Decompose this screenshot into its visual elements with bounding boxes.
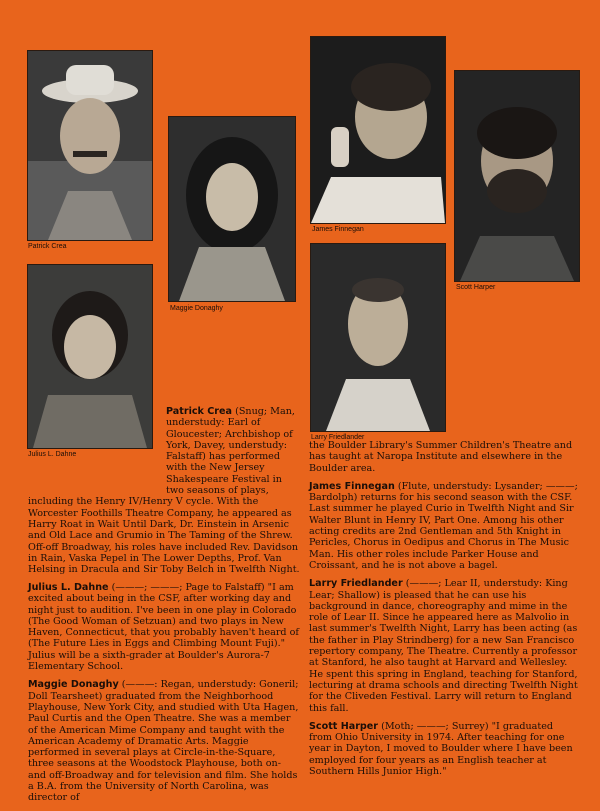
photo-maggie-donaghy [168, 116, 296, 302]
bio-name-scott: Scott Harper [309, 720, 379, 732]
caption-maggie-donaghy: Maggie Donaghy [170, 305, 223, 312]
bio-maggie-donaghy [28, 679, 300, 803]
caption-scott-harper: Scott Harper [456, 284, 496, 291]
bio-name-maggie: Maggie Donaghy [28, 679, 119, 691]
photo-patrick-crea [27, 50, 153, 241]
bio-name-larry: Larry Friedlander [309, 578, 403, 590]
bio-name-james: James Finnegan [309, 480, 395, 492]
bio-name-julius: Julius L. Dahne [28, 582, 109, 593]
bio-text-julius: (———; ———; Page to Falstaff) "I am excited about being in the CSF, after working day and night just to audition. I've been in one play in Colorado (The Good Woman of Setzuan) and two plays in New Haven, Connecticut, that you probably haven't heard of (The Future Lies in Eggs and Climbing Mount Fuji)." Julius will be a sixth-grader at Boulder's Aurora-7 Elementary School. [28, 582, 299, 673]
bio-text-james: (Flute, understudy: Lysander; ———; Bardolph) returns for his second season with the CSF. Last summer he played Curio in Twelfth Night and Sir Walter Blunt in Henry IV, Part One. Among his other acting credits are 2nd Gentleman and 5th Knight in Pericles, Chorus in Oedipus and Chorus in The Music Man. His other roles include Parker House and Croissant, and he is not above a bagel. [309, 480, 578, 571]
bio-james-finnegan [309, 481, 579, 571]
photo-larry-friedlander [310, 243, 446, 432]
bio-scott-harper [309, 721, 579, 777]
bio-patrick-crea [28, 406, 300, 575]
bio-text-patrick: (Snug; Man, understudy: Earl of Gloucester; Archbishop of York, Davey, understudy: Falstaff) has performed with the New Jersey Shakespeare Festival in two seasons of plays, including the Henry IV/Henry V cycle. With the Worcester Foothills Theatre Company, he appeared as Harry Roat in Wait Until Dark, Dr. Einstein in Arsenic and Old Lace and Grumio in The Taming of the Shrew. Off-off Broadway, his roles have included Rev. Davidson in Rain, Vaska Pepel in The Lower Depths, Prof. Van Helsing in Dracula and Sir Toby Belch in Twelfth Night. [28, 406, 300, 576]
caption-patrick-crea: Patrick Crea [28, 243, 67, 250]
caption-julius-dahne: Julius L. Dahne [28, 451, 77, 458]
wrap-spacer [28, 406, 166, 496]
bio-text-scott: (Moth; ———; Surrey) "I graduated from Ohio University in 1974. After teaching for one year in Dayton, I moved to Boulder where I have been employed for four years as an English teacher at Southern Hills Junior High." [309, 720, 573, 778]
bio-maggie-continued: the Boulder Library's Summer Children's Theatre and has taught at Naropa Institute and elsewhere in the Boulder area. [309, 440, 573, 474]
bio-julius-dahne [28, 582, 300, 672]
bio-larry-friedlander [309, 578, 579, 714]
photo-scott-harper [454, 70, 580, 282]
bio-text-maggie: (———: Regan, understudy: Goneril; Doll Tearsheet) graduated from the Neighborhood Playhouse, New York City, and studied with Uta Hagen, Paul Curtis and the Open Theatre. She was a member of the American Mime Company and taught with the American Academy of Dramatic Arts. Maggie performed in several plays at Circle-in-the-Square, three seasons at the Woodstock Playhouse, both on- and off-Broadway and for television and film. She holds a B.A. from the University of North Carolina, was director of [28, 679, 299, 804]
caption-james-finnegan: James Finnegan [312, 226, 364, 233]
bios-right-column [309, 440, 579, 784]
photo-james-finnegan [310, 36, 446, 224]
bio-text-larry: (———; Lear II, understudy: King Lear; Shallow) is pleased that he can use his background in dance, choreography and mime in the role of Lear II. Since he appeared here as Malvolio in last summer's Twelfth Night, Larry has been acting (as the father in Play Strindberg) for a new San Francisco repertory company, The Theatre. Currently a professor at Stanford, he also taught at Harvard and Wellesley. He spent this spring in England, teaching for Stanford, lecturing at drama schools and directing Twelfth Night for the Cliveden Festival. Larry will return to England this fall. [309, 578, 578, 714]
bios-left-column [28, 406, 300, 582]
bios-left-lower [28, 582, 300, 811]
caption-larry-friedlander: Larry Friedlander [311, 434, 365, 441]
bio-name-patrick: Patrick Crea [166, 406, 233, 417]
